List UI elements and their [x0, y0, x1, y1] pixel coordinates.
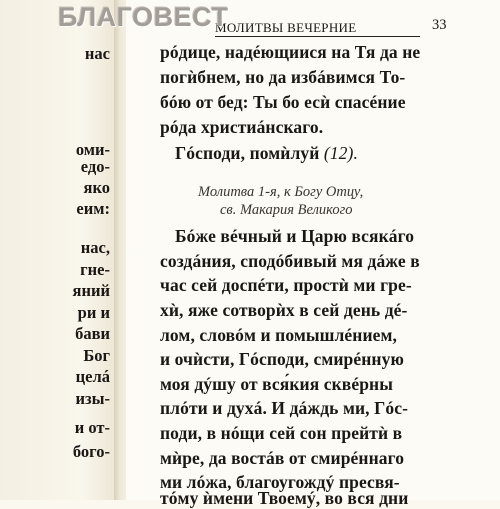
gospodi-pomilui-text: Гóсподи, помѝлуй [175, 143, 320, 163]
prayer-line: час сей доспéти, простѝ ми гре- [160, 275, 412, 295]
prayer-line: ми лóжа, благоугождý пресвя- [160, 472, 400, 492]
left-page-line: еим: [76, 199, 110, 218]
watermark-logo: БЛАГОВЕСТ [58, 2, 229, 32]
body-line: погѝбнем, но да избáвимся То- [160, 67, 406, 87]
prayer-line: мѝре, да востáв от смирéннаго [160, 448, 405, 468]
prayer-line: создáния, сподóбивый мя дáже в [160, 251, 420, 271]
prayer-line: поди, в нóщи сей сон прейтѝ в [160, 423, 403, 443]
left-page-line: изы- [75, 389, 110, 408]
left-page-line: бави [75, 324, 110, 343]
left-page-line: яний [72, 281, 110, 300]
left-page-line: яко [83, 178, 110, 197]
running-header [215, 14, 420, 37]
prayer-line: моя дýшу от вся́кия сквéрны [160, 374, 393, 394]
repeat-count: (12). [323, 143, 358, 163]
left-page-line: бого- [72, 442, 110, 461]
left-page-line: целá [75, 367, 110, 386]
left-page-line: нас [84, 44, 110, 63]
prayer-line: лом, словóм и помышлéнием, [160, 325, 398, 345]
prayer-line: плóти и духá. И дáждь ми, Гóс- [160, 398, 409, 418]
running-title: МОЛИТВЫ ВЕЧЕРНИЕ [215, 20, 357, 35]
left-page [0, 0, 118, 500]
left-page-line: гне- [80, 260, 110, 279]
body-line: рóдице, надéющиися на Тя да не [160, 42, 421, 62]
body-line: рóда христиáнскаго. [160, 117, 324, 137]
left-page-line: едо- [80, 157, 110, 176]
left-page-line: и от- [74, 418, 110, 437]
body-line: бóю от бед: Ты бо есѝ спасéние [160, 92, 406, 112]
gospodi-pomilui-line [175, 143, 358, 164]
prayer-line: и очѝсти, Гóсподи, смирéнную [160, 349, 404, 369]
prayer-title: Молитва 1-я, к Богу Отцу, [198, 184, 364, 200]
prayer-line: Бóже вéчный и Царю всякáго [175, 226, 415, 246]
left-page-line: ри и [77, 303, 110, 322]
prayer-line: хѝ, яже сотворѝх в сей день дé- [160, 300, 408, 320]
left-page-line: нас, [80, 238, 110, 257]
prayer-line: тóму ѝмени Твоемý, во вся дни [160, 488, 409, 508]
prayer-attribution: св. Макария Великого [220, 202, 353, 218]
left-page-line: Бог [83, 346, 110, 365]
page-number: 33 [432, 17, 447, 33]
left-page-line: оми- [75, 140, 110, 159]
